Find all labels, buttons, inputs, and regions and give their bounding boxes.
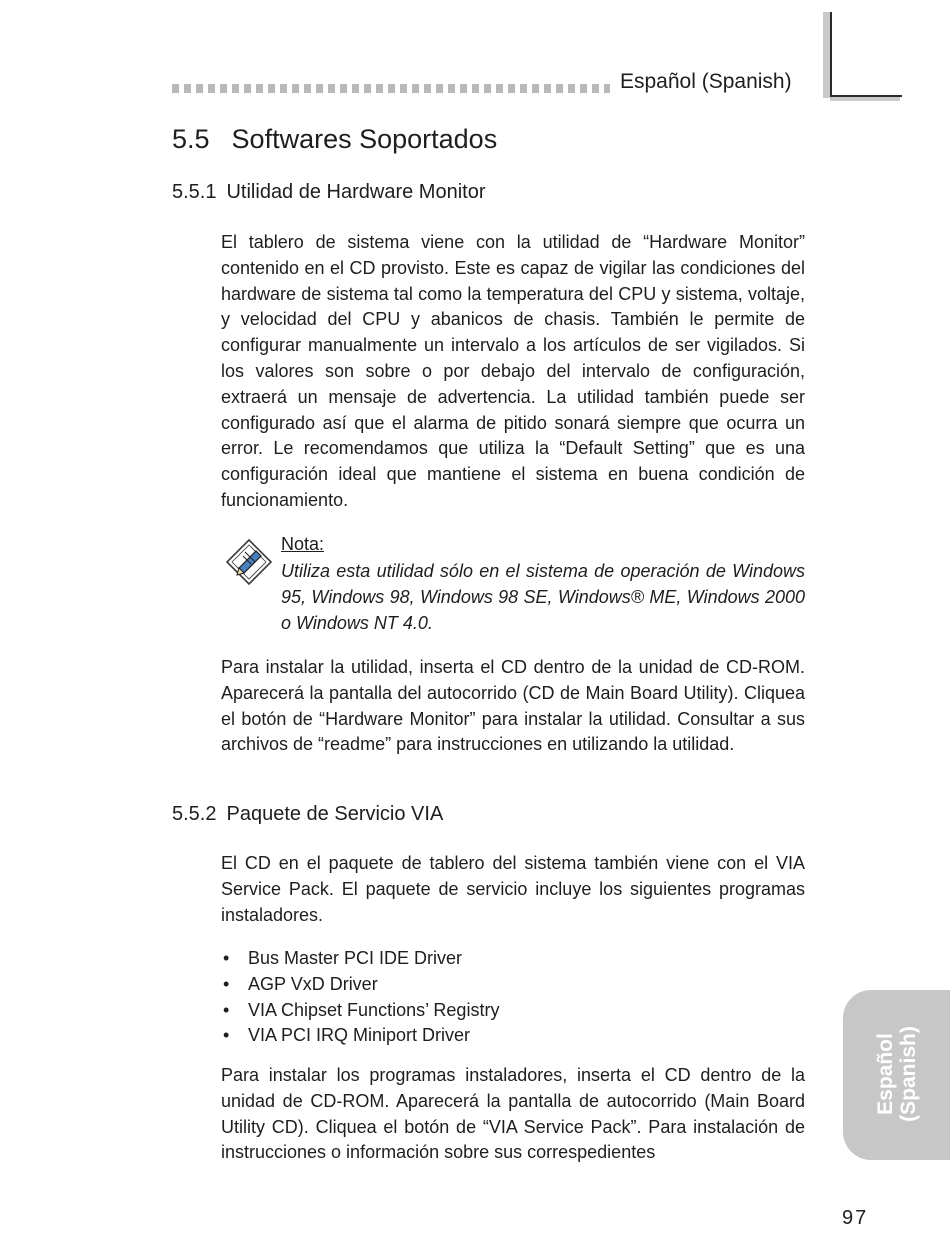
side-tab-line-2: (Spanish) bbox=[897, 1026, 920, 1122]
list-item bbox=[221, 1023, 499, 1049]
list-item-text: VIA Chipset Functions’ Registry bbox=[248, 999, 500, 1020]
side-language-tab-label bbox=[874, 1026, 920, 1122]
header-dotted-rule bbox=[172, 84, 610, 93]
section-title: Softwares Soportados bbox=[231, 124, 498, 154]
header-language-label: Español (Spanish) bbox=[620, 70, 792, 93]
section-heading bbox=[172, 124, 497, 155]
hardware-monitor-description: El tablero de sistema viene con la utilidad de “Hardware Monitor” contenido en el CD provisto. Este es capaz de vigilar las condiciones del hardware de sistema tal como la temperatura del CPU y sistema, voltaje, y velocidad del CPU y abanicos de chasis. También le permite de configurar manualmente un intervalo a los artículos de ser vigilados. Si los valores son sobre o por debajo del intervalo de configuración, extraerá un mensaje de advertencia. La utilidad también puede ser configurado así que el alarma de pitido sonará siempre que ocurra un error. Le recomendamos que utiliza la “Default Setting” que es una configuración ideal que mantiene el sistema en buena condición de funcionamiento. bbox=[221, 232, 805, 510]
list-item bbox=[221, 946, 499, 972]
note-pencil-icon bbox=[225, 538, 273, 586]
via-service-pack-description: El CD en el paquete de tablero del sistema también viene con el VIA Service Pack. El paquete de servicio incluye los siguientes programas instaladores. bbox=[221, 853, 805, 925]
list-item-text: Bus Master PCI IDE Driver bbox=[248, 948, 463, 968]
subsection-title: Paquete de Servicio VIA bbox=[226, 803, 444, 825]
subsection-heading-hardware-monitor bbox=[172, 181, 486, 204]
corner-mark-vertical bbox=[830, 12, 832, 98]
list-item bbox=[221, 972, 499, 998]
note-text: Utiliza esta utilidad sólo en el sistema de operación de Windows 95, Windows 98, Windows 98 SE, Windows® ME, Windows 2000 o Windows NT 4.0. bbox=[281, 561, 805, 633]
bullet: • bbox=[223, 999, 230, 1020]
corner-mark-shadow-vertical bbox=[823, 12, 830, 98]
subsection-number: 5.5.2 bbox=[172, 803, 217, 825]
installer-list bbox=[221, 946, 499, 1049]
bullet: • bbox=[223, 1025, 230, 1046]
hardware-monitor-install-instructions: Para instalar la utilidad, inserta el CD dentro de la unidad de CD-ROM. Aparecerá la pantalla del autocorrido (CD de Main Board Utility). Cliquea el botón de “Hardware Monitor” para instalar la utilidad. Consultar a sus archivos de “readme” para instrucciones en utilizando la utilidad. bbox=[221, 657, 805, 755]
subsection-number: 5.5.1 bbox=[172, 181, 217, 203]
list-item-text: AGP VxD Driver bbox=[248, 973, 378, 994]
bullet: • bbox=[223, 948, 230, 968]
subsection-heading-via-service-pack bbox=[172, 803, 443, 826]
note-label: Nota: bbox=[281, 534, 325, 554]
subsection-title: Utilidad de Hardware Monitor bbox=[226, 181, 486, 203]
list-item-text: VIA PCI IRQ Miniport Driver bbox=[248, 1025, 471, 1046]
corner-mark-shadow-horizontal bbox=[830, 97, 900, 101]
via-service-pack-install-instructions: Para instalar los programas instaladores, inserta el CD dentro de la unidad de CD-ROM. Aparecerá la pantalla de autocorrido (Main Board Utility CD). Cliquea el botón de “VIA Service Pack”. Para instalación de instrucciones o información sobre sus correspedientes bbox=[221, 1065, 805, 1163]
bullet: • bbox=[223, 973, 230, 994]
side-tab-line-1: Español bbox=[874, 1033, 897, 1115]
list-item bbox=[221, 998, 499, 1024]
section-number: 5.5 bbox=[172, 124, 210, 154]
page-number: 97 bbox=[842, 1207, 869, 1229]
